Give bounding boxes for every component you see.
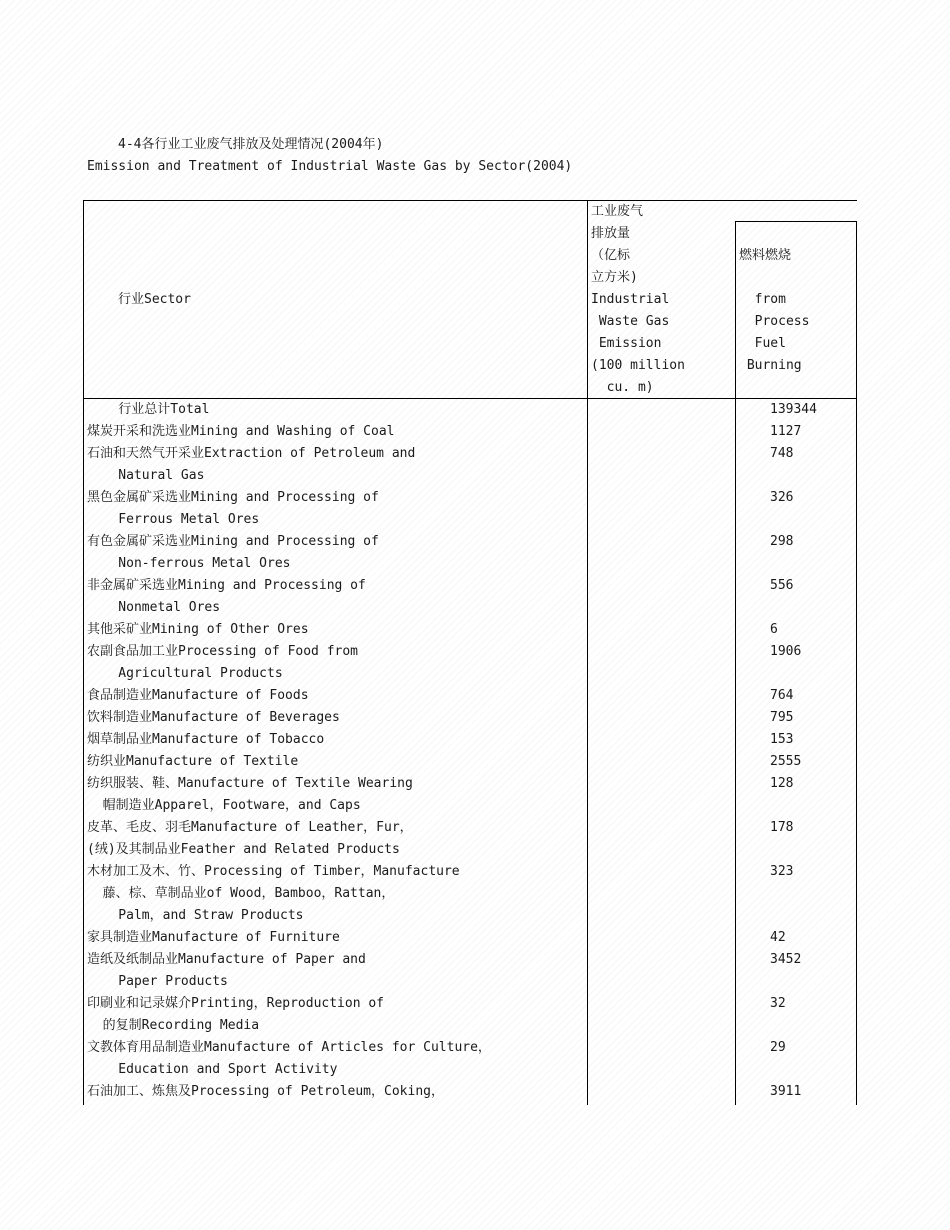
row-sector-label: 石油加工、炼焦及Processing of Petroleum，Coking，	[87, 1084, 444, 1099]
header-col1-line: Emission	[591, 336, 662, 351]
header-col1-line: （亿标	[591, 248, 631, 263]
header-col1-line: cu. m)	[591, 380, 654, 395]
row-sector-label: 煤炭开采和洗选业Mining and Washing of Coal	[87, 424, 395, 439]
title-english: Emission and Treatment of Industrial Waste Gas by Sector(2004)	[87, 159, 573, 174]
col2-header-top-border	[735, 221, 857, 222]
row-sector-label: 饮料制造业Manufacture of Beverages	[87, 710, 340, 725]
row-sector-label: 家具制造业Manufacture of Furniture	[87, 930, 340, 945]
header-col1-line: 立方米)	[591, 270, 638, 285]
header-col1-line: Industrial	[591, 292, 670, 307]
row-fuel-burning-value: 128	[770, 776, 794, 791]
row-sector-label: Education and Sport Activity	[87, 1062, 338, 1077]
row-fuel-burning-value: 748	[770, 446, 794, 461]
row-sector-label: 烟草制品业Manufacture of Tobacco	[87, 732, 325, 747]
row-fuel-burning-value: 3452	[770, 952, 802, 967]
table-left-border	[83, 200, 84, 1105]
header-col2-line: 燃料燃烧	[739, 248, 792, 263]
header-col2-line: Process	[739, 314, 810, 329]
row-sector-label: Agricultural Products	[87, 666, 283, 681]
row-sector-label: 纺织服装、鞋、Manufacture of Textile Wearing	[87, 776, 413, 791]
row-sector-label: 皮革、毛皮、羽毛Manufacture of Leather，Fur，	[87, 820, 413, 835]
row-sector-label: 藤、棕、草制品业of Wood，Bamboo，Rattan，	[87, 886, 395, 901]
row-sector-label: 有色金属矿采选业Mining and Processing of	[87, 534, 379, 549]
row-fuel-burning-value: 795	[770, 710, 794, 725]
row-fuel-burning-value: 29	[770, 1040, 786, 1055]
row-sector-label: Ferrous Metal Ores	[87, 512, 260, 527]
row-fuel-burning-value: 6	[770, 622, 778, 637]
header-col2-line: Burning	[739, 358, 802, 373]
row-sector-label: Palm，and Straw Products	[87, 908, 304, 923]
header-col1-line: 排放量	[591, 226, 631, 241]
row-sector-label: 其他采矿业Mining of Other Ores	[87, 622, 309, 637]
header-sector: 行业Sector	[118, 292, 191, 307]
row-fuel-burning-value: 139344	[770, 402, 817, 417]
row-fuel-burning-value: 764	[770, 688, 794, 703]
row-sector-label: 行业总计Total	[87, 402, 210, 417]
row-sector-label: Natural Gas	[87, 468, 205, 483]
row-sector-label: 印刷业和记录媒介Printing，Reproduction of	[87, 996, 385, 1011]
table-right-border	[856, 221, 857, 1105]
row-fuel-burning-value: 1127	[770, 424, 802, 439]
header-col2-line: from	[739, 292, 786, 307]
header-col2-line: Fuel	[739, 336, 786, 351]
row-fuel-burning-value: 1906	[770, 644, 802, 659]
row-fuel-burning-value: 298	[770, 534, 794, 549]
col2-left-border	[735, 221, 736, 1105]
col1-left-border	[587, 200, 588, 1105]
title-chinese: 4-4各行业工业废气排放及处理情况(2004年)	[118, 137, 384, 152]
row-sector-label: 的复制Recording Media	[87, 1018, 260, 1033]
header-col1-line: 工业废气	[591, 204, 644, 219]
row-fuel-burning-value: 178	[770, 820, 794, 835]
row-fuel-burning-value: 32	[770, 996, 786, 1011]
header-col1-line: (100 million	[591, 358, 685, 373]
row-sector-label: Nonmetal Ores	[87, 600, 221, 615]
row-fuel-burning-value: 556	[770, 578, 794, 593]
row-fuel-burning-value: 42	[770, 930, 786, 945]
row-sector-label: 造纸及纸制品业Manufacture of Paper and	[87, 952, 366, 967]
row-sector-label: 木材加工及木、竹、Processing of Timber，Manufacture	[87, 864, 460, 879]
row-sector-label: 黑色金属矿采选业Mining and Processing of	[87, 490, 379, 505]
row-fuel-burning-value: 153	[770, 732, 794, 747]
row-fuel-burning-value: 326	[770, 490, 794, 505]
row-sector-label: Paper Products	[87, 974, 228, 989]
table-top-border	[83, 200, 857, 201]
row-sector-label: 文教体育用品制造业Manufacture of Articles for Culture，	[87, 1040, 491, 1055]
row-sector-label: 石油和天然气开采业Extraction of Petroleum and	[87, 446, 416, 461]
row-sector-label: 非金属矿采选业Mining and Processing of	[87, 578, 366, 593]
row-sector-label: 农副食品加工业Processing of Food from	[87, 644, 359, 659]
row-fuel-burning-value: 3911	[770, 1084, 802, 1099]
row-sector-label: (绒)及其制品业Feather and Related Products	[87, 842, 400, 857]
row-sector-label: Non-ferrous Metal Ores	[87, 556, 291, 571]
row-fuel-burning-value: 323	[770, 864, 794, 879]
header-col1-line: Waste Gas	[591, 314, 670, 329]
row-sector-label: 纺织业Manufacture of Textile	[87, 754, 299, 769]
row-fuel-burning-value: 2555	[770, 754, 802, 769]
row-sector-label: 帽制造业Apparel，Footware，and Caps	[87, 798, 361, 813]
row-sector-label: 食品制造业Manufacture of Foods	[87, 688, 309, 703]
